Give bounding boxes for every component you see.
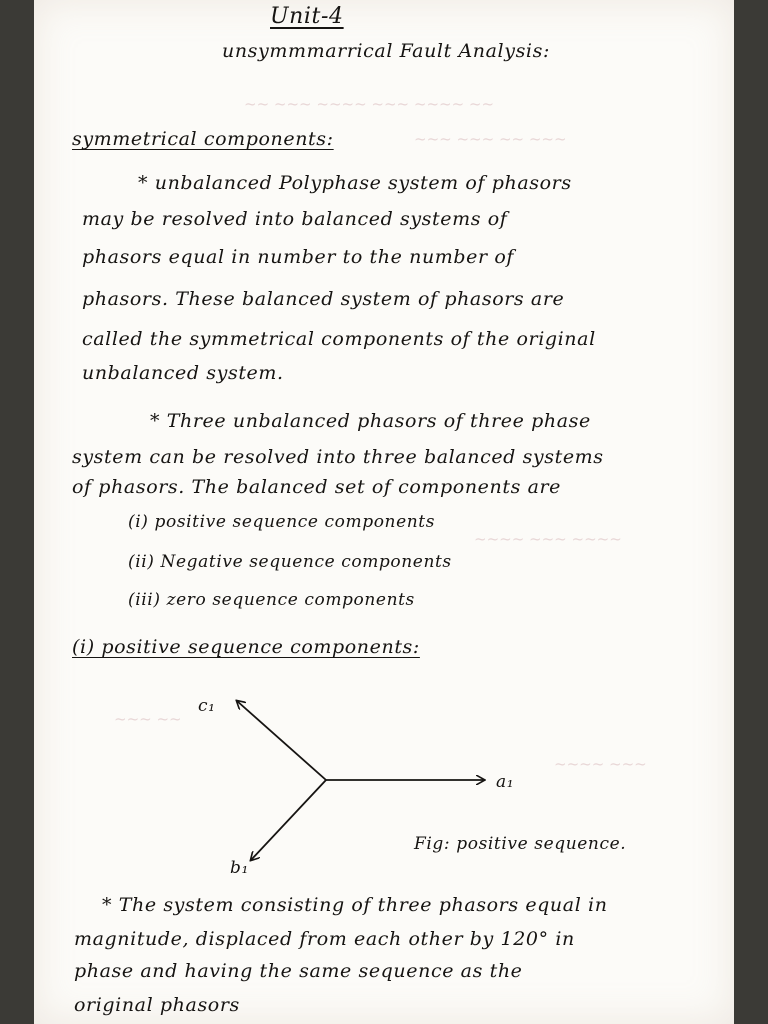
chapter-title: unsymmmarrical Fault Analysis: [222,40,550,62]
para3-line: magnitude, displaced from each other by 120° in [74,928,575,950]
section-heading: symmetrical components: [72,128,334,150]
phasor-diagram [34,0,734,1024]
para2-line: of phasors. The balanced set of components are [72,476,562,498]
bleed-through: ~~~~ ~~~ [554,755,647,773]
para1-line: * unbalanced Polyphase system of phasors [138,172,572,194]
component-item: (iii) zero sequence components [128,590,415,610]
para3-line: original phasors [74,994,240,1016]
figure-caption: Fig: positive sequence. [414,834,627,854]
para1-line: unbalanced system. [82,362,284,384]
bleed-through: ~~ ~~~ ~~~~ ~~~ ~~~~ ~~ [244,95,495,113]
component-item: (ii) Negative sequence components [128,552,452,572]
bleed-through: ~~~ ~~~ ~~ ~~~ [414,130,567,148]
para1-line: called the symmetrical components of the original [82,328,596,350]
bleed-through: ~~~ ~~ [114,710,182,728]
bleed-through: ~~~~ ~~~ ~~~~ [474,530,622,548]
para3-line: * The system consisting of three phasors equal in [102,894,608,916]
para1-line: may be resolved into balanced systems of [82,208,508,230]
label-a1: a₁ [496,772,515,792]
component-item: (i) positive sequence components [128,512,436,532]
notebook-page [34,0,734,1024]
subsection-heading: (i) positive sequence components: [72,636,420,658]
para2-line: * Three unbalanced phasors of three phase [150,410,591,432]
unit-title: Unit-4 [270,4,344,29]
para1-line: phasors. These balanced system of phasors are [82,288,565,310]
para1-line: phasors equal in number to the number of [82,246,515,268]
label-b1: b₁ [230,858,249,878]
para3-line: phase and having the same sequence as the [74,960,523,982]
phasor-c1-line [237,701,326,780]
para2-line: system can be resolved into three balanced systems [72,446,604,468]
label-c1: c₁ [198,696,216,716]
phasor-b1-line [251,780,326,860]
